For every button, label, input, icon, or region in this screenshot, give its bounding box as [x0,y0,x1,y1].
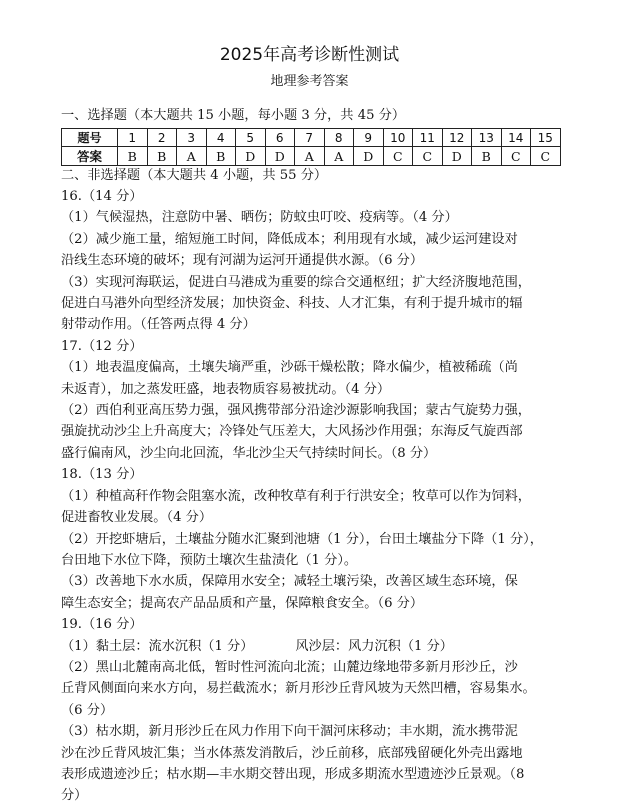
answer-cell: B [118,147,148,166]
answer-cell: D [354,147,384,166]
question-number: 10 [383,129,413,147]
answer-line: 表形成遗迹沙丘；枯水期—丰水期交替出现，形成多期流水型遗迹沙丘景观。（8 [61,766,525,782]
table-row-answers [62,147,561,166]
answer-body [61,186,566,807]
section2-heading: 二、非选择题（本大题共 4 小题，共 55 分） [61,168,328,183]
question-heading: 16.（14 分） [61,189,143,204]
answer-line: 促进畜牧业发展。（4 分） [61,510,213,526]
answer-line: 促进白马港外向型经济发展；加快资金、科技、人才汇集，有利于提升城市的辐 [61,296,523,312]
answer-line: 分） [61,788,88,804]
row-label-answer: 答案 [62,147,118,166]
answer-cell: B [147,147,177,166]
question-number: 7 [295,129,325,147]
answer-line: （1）气候湿热，注意防中暑、晒伤；防蚊虫叮咬、疫病等。（4 分） [61,210,458,226]
page-subtitle: 地理参考答案 [270,74,349,89]
answer-cell: B [472,147,502,166]
answer-line: 障生态安全；提高农产品品质和产量，保障粮食安全。（6 分） [61,595,424,611]
question-number: 14 [501,129,531,147]
answer-cell: A [295,147,325,166]
answer-line: 未返青），加之蒸发旺盛，地表物质容易被扰动。（4 分） [61,381,391,397]
question-number: 4 [206,129,236,147]
answer-cell: C [383,147,413,166]
question-number: 1 [118,129,148,147]
answer-line: （2）减少施工量，缩短施工时间，降低成本；利用现有水域，减少运河建设对 [61,231,518,247]
question-heading: 17.（12 分） [61,338,143,354]
question-number: 9 [354,129,384,147]
answer-cell: C [531,147,561,166]
question-number: 2 [147,129,177,147]
answer-line: 沿线生态环境的破坏；现有河湖为运河开通提供水源。（6 分） [61,253,424,269]
answer-cell: C [413,147,443,166]
answer-line: （6 分） [61,702,114,718]
answer-line: 台田地下水位下降，预防土壤次生盐渍化（1 分）。 [61,552,358,568]
answer-line: （1）黏土层：流水沉积（1 分） 风沙层：风力沉积（1 分） [61,638,453,654]
question-number: 13 [472,129,502,147]
answer-line: （2）开挖虾塘后，土壤盐分随水汇聚到池塘（1 分），台田土壤盐分下降（1 分）， [61,531,543,547]
row-label-number: 题号 [62,129,118,147]
answer-cell: B [206,147,236,166]
answer-line: （3）枯水期，新月形沙丘在风力作用下向干涸河床移动；丰水期，流水携带泥 [61,724,518,740]
question-number: 3 [177,129,207,147]
answer-line: （1）种植高秆作物会阻塞水流，改种牧草有利于行洪安全；牧草可以作为饲料， [61,488,531,504]
question-number: 15 [531,129,561,147]
answer-line: （2）黑山北麓南高北低，暂时性河流向北流；山麓边缘地带多新月形沙丘，沙 [61,659,518,675]
question-heading: 19.（16 分） [61,617,143,633]
question-heading: 18.（13 分） [61,467,143,483]
answer-cell: A [324,147,354,166]
answer-line: （2）西伯利亚高压势力强，强风携带部分沿途沙源影响我国；蒙古气旋势力强， [61,403,531,419]
answer-line: （3）实现河海联运，促进白马港成为重要的综合交通枢纽；扩大经济腹地范围， [61,274,531,290]
answer-cell: D [236,147,266,166]
answer-line: 沙在沙丘背风坡汇集；当水体蒸发消散后，沙丘前移，底部残留硬化外壳出露地 [61,745,523,761]
answer-cell: D [265,147,295,166]
question-number: 8 [324,129,354,147]
answer-table [61,128,561,166]
answer-cell: A [177,147,207,166]
answer-line: （3）改善地下水水质，保障用水安全；减轻土壤污染，改善区域生态环境，保 [61,574,518,590]
answer-cell: D [442,147,472,166]
question-number: 5 [236,129,266,147]
page-title: 2025年高考诊断性测试 [219,45,400,65]
question-number: 12 [442,129,472,147]
answer-line: 丘背风侧面向来水方向，易拦截流水；新月形沙丘背风坡为天然凹槽，容易集水。 [61,681,536,697]
question-number: 6 [265,129,295,147]
answer-line: （1）地表温度偏高，土壤失墒严重，沙砾干燥松散；降水偏少，植被稀疏（尚 [61,360,518,376]
answer-line: 射带动作用。（任答两点得 4 分） [61,317,256,333]
question-number: 11 [413,129,443,147]
answer-cell: C [501,147,531,166]
section1-heading: 一、选择题（本大题共 15 小题，每小题 3 分，共 45 分） [61,108,406,123]
answer-line: 盛行偏南风，沙尘向北回流，华北沙尘天气持续时间长。（8 分） [61,445,437,461]
answer-line: 强旋扰动沙尘上升高度大；冷锋处气压差大，大风扬沙作用强；东海反气旋西部 [61,424,523,440]
table-row-numbers [62,129,561,147]
